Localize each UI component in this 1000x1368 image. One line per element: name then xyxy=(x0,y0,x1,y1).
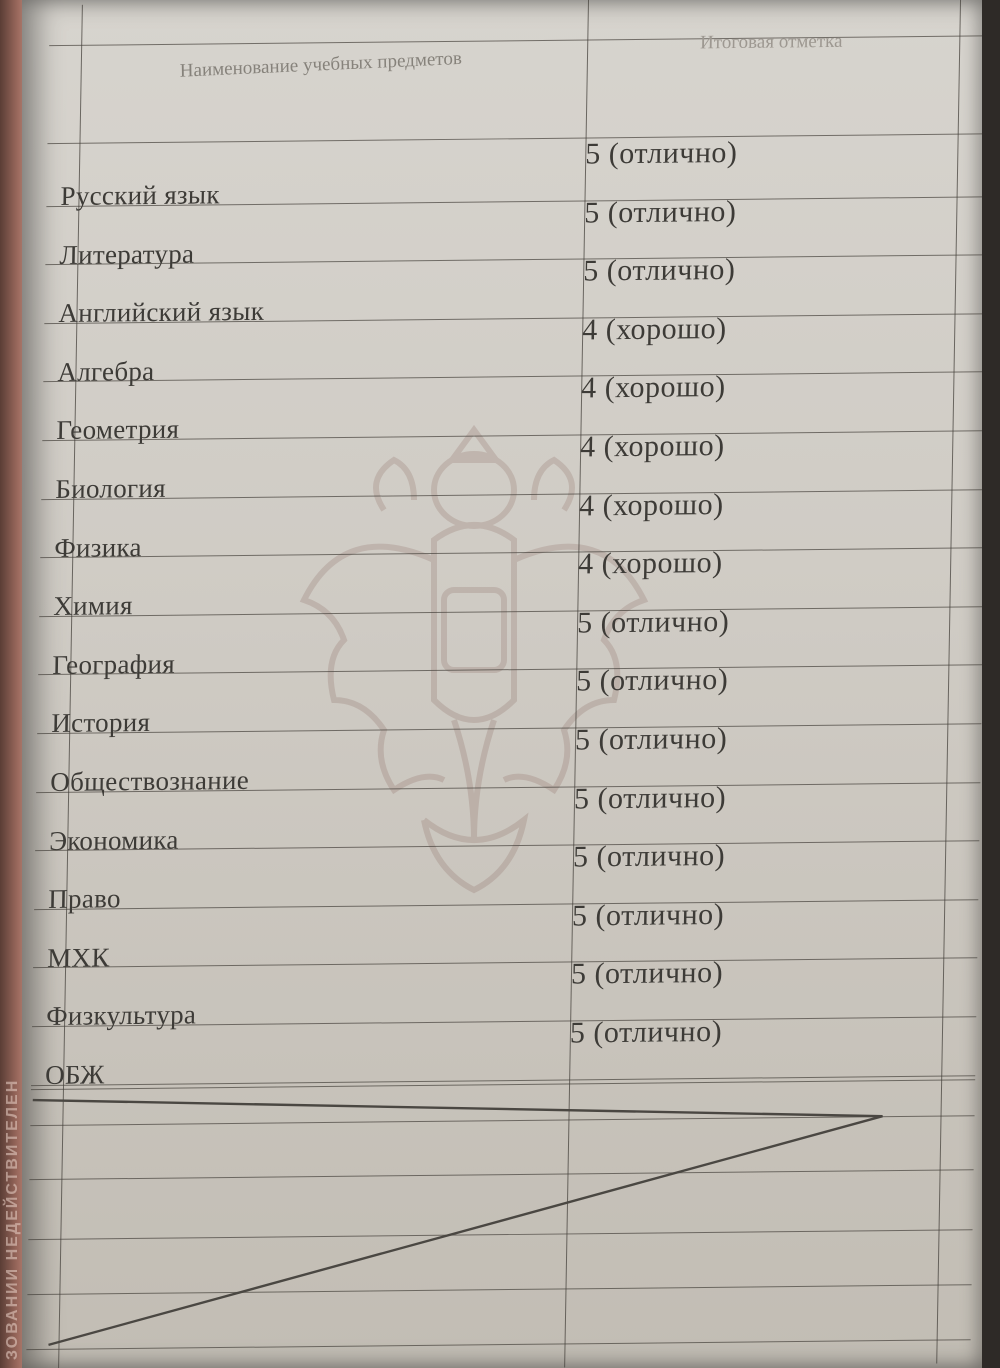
subject-cell: Русский язык xyxy=(60,179,221,211)
grade-cell: 4 (хорошо) xyxy=(578,487,724,523)
subject-cell: Алгебра xyxy=(57,355,155,387)
subject-cell: Обществознание xyxy=(50,764,250,797)
cover-edge-text: ЗОВАНИИ НЕДЕЙСТВИТЕЛЕН xyxy=(4,1078,21,1360)
subject-column-header: Наименование учебных предметов xyxy=(179,47,463,82)
grade-cell: 4 (хорошо) xyxy=(581,311,728,347)
subject-cell: История xyxy=(51,707,151,739)
subject-cell: Физкультура xyxy=(45,999,197,1032)
grade-cell: 5 (отлично) xyxy=(570,956,724,991)
grade-cell: 5 (отлично) xyxy=(571,897,725,933)
grade-cell: 5 (отлично) xyxy=(572,839,726,874)
z-strikeout-icon xyxy=(22,0,982,1368)
subject-cell: Экономика xyxy=(49,824,180,856)
grade-column-header: Итоговая отметка xyxy=(699,30,843,54)
subject-cell: Физика xyxy=(54,531,143,563)
grade-cell: 5 (отлично) xyxy=(584,194,737,230)
subject-cell: Право xyxy=(48,883,122,915)
subject-cell: Литература xyxy=(59,238,195,270)
subject-cell: МХК xyxy=(46,942,110,973)
subject-cell: Биология xyxy=(55,472,167,504)
subject-cell: ОБЖ xyxy=(44,1059,105,1090)
grade-cell: 4 (хорошо) xyxy=(580,370,726,405)
grades-page xyxy=(22,0,982,1368)
grade-cell: 4 (хорошо) xyxy=(577,546,723,581)
grade-cell: 4 (хорошо) xyxy=(579,428,725,464)
grade-cell: 5 (отлично) xyxy=(585,135,738,171)
subject-cell: Английский язык xyxy=(58,296,265,329)
grade-cell: 5 (отлично) xyxy=(582,253,736,288)
grade-cell: 5 (отлично) xyxy=(569,1014,723,1050)
grade-cell: 5 (отлично) xyxy=(573,780,727,816)
subject-cell: Геометрия xyxy=(56,414,180,446)
subject-cell: География xyxy=(52,648,176,680)
grades-table xyxy=(22,0,982,1368)
subject-cell: Химия xyxy=(53,590,134,622)
grade-cell: 5 (отлично) xyxy=(576,604,730,640)
grade-cell: 5 (отлично) xyxy=(574,721,728,757)
grade-cell: 5 (отлично) xyxy=(575,663,729,698)
